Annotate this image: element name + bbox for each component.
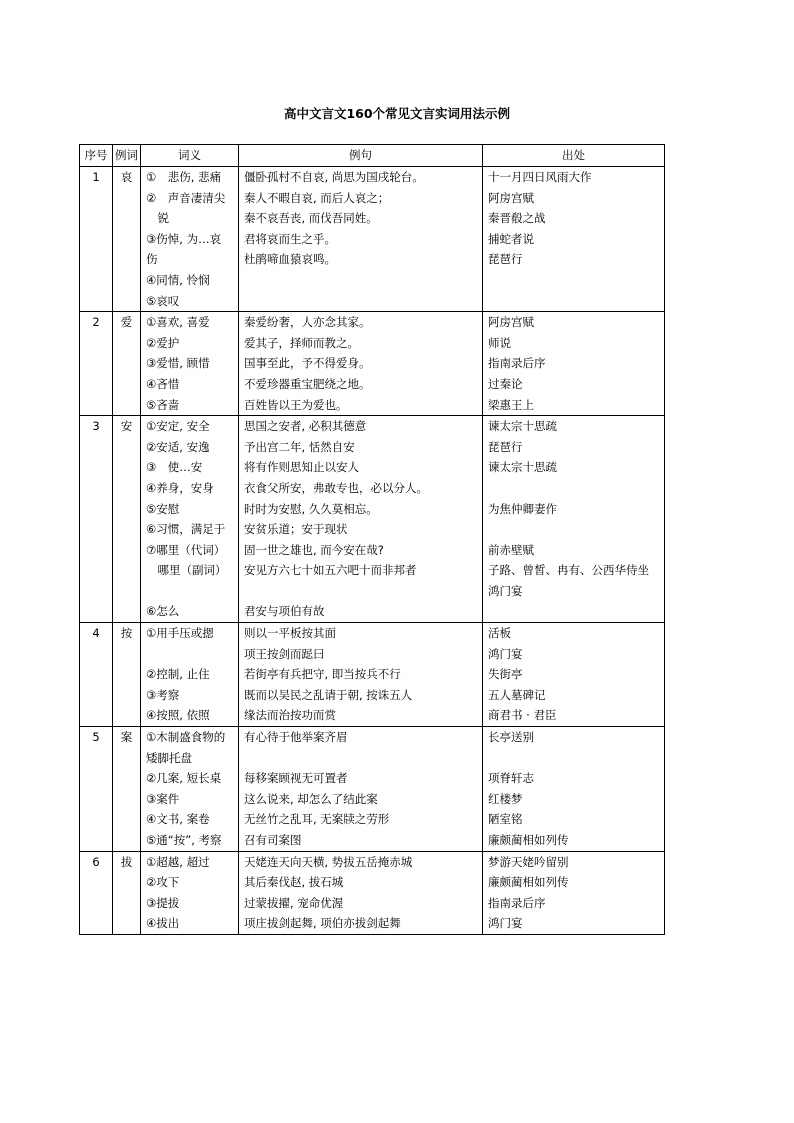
meaning-line: ⑤哀叹 <box>146 293 180 308</box>
table-row <box>80 416 665 623</box>
header-meaning: 词义 <box>141 145 239 167</box>
meaning-line: ⑤安慰 <box>146 501 180 516</box>
meaning-line <box>146 644 233 665</box>
meaning-line: ① 悲伤, 悲痛 <box>146 170 222 184</box>
source-line: 鸿门宴 <box>488 583 523 598</box>
source-line <box>488 601 659 622</box>
example-line: 秦人不暇自哀, 而后人哀之； <box>244 190 390 205</box>
source-line: 十一月四日风雨大作 <box>488 170 592 184</box>
source-line: 秦晋殽之战 <box>488 211 546 226</box>
meaning-line: ②几案, 短长桌 <box>146 771 222 786</box>
source-line: 谏太宗十思疏 <box>488 419 557 434</box>
source-cell <box>483 312 665 416</box>
meaning-cell <box>141 416 239 623</box>
source-line: 为焦仲卿妻作 <box>488 501 557 516</box>
table-row <box>80 167 665 312</box>
row-number: 3 <box>80 416 113 623</box>
source-line: 谏太宗十思疏 <box>488 460 557 475</box>
meaning-line: 矮脚托盘 <box>146 750 192 765</box>
source-line: 指南录后序 <box>488 895 546 910</box>
source-line <box>488 748 659 769</box>
example-line <box>244 581 477 602</box>
source-line: 廉颇蔺相如列传 <box>488 833 569 847</box>
example-line: 若街亭有兵把守, 即当按兵不行 <box>244 667 401 682</box>
meaning-line: ①超越, 超过 <box>146 854 210 869</box>
source-line: 五人墓碑记 <box>488 687 546 702</box>
source-line: 商君书 · 君臣 <box>488 708 557 723</box>
example-line: 既而以吴民之乱请于朝, 按诛五人 <box>244 687 413 702</box>
example-line: 项庄拔剑起舞, 项伯亦拔剑起舞 <box>244 916 401 931</box>
example-line: 杜鹃啼血猿哀鸣。 <box>244 252 336 267</box>
row-number: 5 <box>80 727 113 852</box>
meaning-line: 伤 <box>146 252 158 267</box>
source-line: 长亭送别 <box>488 730 534 745</box>
meaning-line: ④按照, 依照 <box>146 708 210 723</box>
example-cell <box>239 727 483 852</box>
row-word: 按 <box>113 623 141 727</box>
meaning-line: ①木制盛食物的 <box>146 730 226 745</box>
example-line: 秦不哀吾丧, 而伐吾同姓。 <box>244 211 378 226</box>
meaning-line: ②安适, 安逸 <box>146 439 210 454</box>
row-word: 拔 <box>113 851 141 934</box>
example-line: 召有司案图 <box>244 833 302 847</box>
example-cell <box>239 167 483 312</box>
row-word: 案 <box>113 727 141 852</box>
meaning-line: ③案件 <box>146 791 180 806</box>
source-line: 失街亭 <box>488 667 523 682</box>
example-line: 无丝竹之乱耳, 无案牍之劳形 <box>244 812 390 827</box>
source-line: 梦游天姥吟留别 <box>488 854 569 869</box>
source-line: 鸿门宴 <box>488 916 523 931</box>
example-cell <box>239 623 483 727</box>
meaning-line: ⑦哪里（代词） <box>146 542 226 557</box>
example-line: 过蒙拔擢, 宠命优渥 <box>244 895 344 910</box>
header-word: 例词 <box>113 145 141 167</box>
meaning-line: ①用手压或摁 <box>146 626 214 641</box>
source-cell <box>483 851 665 934</box>
example-line <box>244 748 477 769</box>
meaning-line: ⑤通“按”, 考察 <box>146 833 222 847</box>
row-word: 安 <box>113 416 141 623</box>
header-source: 出处 <box>483 145 665 167</box>
meaning-line: ⑥怎么 <box>146 604 180 619</box>
meaning-line: ③ 使…安 <box>146 460 203 475</box>
source-line: 琵琶行 <box>488 439 523 454</box>
table-row <box>80 727 665 852</box>
example-line: 君将哀而生之乎。 <box>244 231 336 246</box>
source-line: 过秦论 <box>488 376 523 391</box>
meaning-line: ③爱惜, 顾惜 <box>146 356 210 371</box>
meaning-line: 哪里（副词） <box>146 563 227 578</box>
meaning-cell <box>141 851 239 934</box>
example-cell <box>239 416 483 623</box>
source-line <box>488 478 659 499</box>
table-row <box>80 312 665 416</box>
example-line: 项王按剑而跽曰 <box>244 646 325 661</box>
example-line: 思国之安者, 必积其德意 <box>244 419 367 434</box>
example-line: 安贫乐道；安于现状 <box>244 522 348 537</box>
example-line: 有心待于他举案齐眉 <box>244 730 348 745</box>
example-line: 爱其子，择师而教之。 <box>244 335 359 350</box>
meaning-line: ④拔出 <box>146 916 180 931</box>
example-line: 予出宫二年, 恬然自安 <box>244 439 355 454</box>
example-line: 其后秦伐赵, 拔石城 <box>244 875 344 890</box>
meaning-line: ⑥习惯，满足于 <box>146 522 226 537</box>
table-body <box>80 167 665 935</box>
row-word: 爱 <box>113 312 141 416</box>
example-line: 国事至此，予不得爱身。 <box>244 356 371 371</box>
meaning-line: ④文书, 案卷 <box>146 812 210 827</box>
source-line: 阿房宫赋 <box>488 190 534 205</box>
source-line: 琵琶行 <box>488 252 523 267</box>
meaning-line <box>146 581 233 602</box>
meaning-cell <box>141 312 239 416</box>
meaning-line: ⑤吝啬 <box>146 397 180 412</box>
example-line: 则以一平板按其面 <box>244 626 336 641</box>
source-line: 项脊轩志 <box>488 771 534 786</box>
row-number: 2 <box>80 312 113 416</box>
source-line: 鸿门宴 <box>488 646 523 661</box>
meaning-cell <box>141 167 239 312</box>
header-example: 例句 <box>239 145 483 167</box>
table-header <box>80 145 665 167</box>
meaning-cell <box>141 623 239 727</box>
meaning-line: ③提拔 <box>146 895 180 910</box>
meaning-line: ③伤悼, 为…哀 <box>146 231 222 246</box>
meaning-line: ④养身，安身 <box>146 480 214 495</box>
source-line: 阿房宫赋 <box>488 315 534 330</box>
row-number: 6 <box>80 851 113 934</box>
source-cell <box>483 623 665 727</box>
source-line <box>488 519 659 540</box>
source-line: 廉颇蔺相如列传 <box>488 875 569 890</box>
source-line: 前赤壁赋 <box>488 542 534 557</box>
source-cell <box>483 727 665 852</box>
example-line: 缘法而治按功而赏 <box>244 708 336 723</box>
vocabulary-table <box>79 144 665 935</box>
meaning-cell <box>141 727 239 852</box>
header-num: 序号 <box>80 145 113 167</box>
example-line: 固一世之雄也, 而今安在哉? <box>244 542 384 557</box>
meaning-line: ①安定, 安全 <box>146 419 210 434</box>
example-line: 天姥连天向天横, 势拔五岳掩赤城 <box>244 854 413 869</box>
source-line: 指南录后序 <box>488 356 546 371</box>
meaning-line: ①喜欢, 喜爱 <box>146 315 210 330</box>
example-line: 秦爱纷奢，人亦念其家。 <box>244 315 371 330</box>
meaning-line: ③考察 <box>146 687 180 702</box>
source-line: 活板 <box>488 626 511 641</box>
example-line: 不爱珍器重宝肥绕之地。 <box>244 376 371 391</box>
example-line: 百姓皆以王为爱也。 <box>244 397 348 412</box>
table-row <box>80 851 665 934</box>
example-line: 安见方六七十如五六吧十而非邦者 <box>244 563 417 578</box>
example-line: 僵卧孤村不自哀, 尚思为国戌轮台。 <box>244 170 424 184</box>
meaning-line: ②控制, 止住 <box>146 667 210 682</box>
meaning-line: ④同情, 怜悯 <box>146 272 210 287</box>
meaning-line: ④吝惜 <box>146 376 180 391</box>
source-line: 师说 <box>488 335 511 350</box>
source-cell <box>483 167 665 312</box>
example-line: 君安与项伯有故 <box>244 604 325 619</box>
meaning-line: ②爱护 <box>146 335 180 350</box>
meaning-line: 锐 <box>146 211 169 226</box>
example-line: 每移案顾视无可置者 <box>244 771 348 786</box>
row-number: 4 <box>80 623 113 727</box>
example-cell <box>239 851 483 934</box>
source-line: 陋室铭 <box>488 812 523 827</box>
example-line: 这么说来, 却怎么了结此案 <box>244 791 378 806</box>
source-line: 梁惠王上 <box>488 397 534 412</box>
source-cell <box>483 416 665 623</box>
example-cell <box>239 312 483 416</box>
example-line: 时时为安慰, 久久莫相忘。 <box>244 501 378 516</box>
meaning-line: ②攻下 <box>146 875 180 890</box>
source-line: 红楼梦 <box>488 791 523 806</box>
source-line: 子路、曾皙、冉有、公西华侍坐 <box>488 563 649 578</box>
table-row <box>80 623 665 727</box>
example-line: 衣食父所安，弗敢专也，必以分人。 <box>244 480 428 495</box>
row-number: 1 <box>80 167 113 312</box>
example-line: 将有作则思知止以安人 <box>244 460 359 475</box>
document-title: 高中文言文160个常见文言实词用法示例 <box>283 106 511 121</box>
source-line: 捕蛇者说 <box>488 231 534 246</box>
meaning-line: ② 声音凄清尖 <box>146 190 226 205</box>
row-word: 哀 <box>113 167 141 312</box>
